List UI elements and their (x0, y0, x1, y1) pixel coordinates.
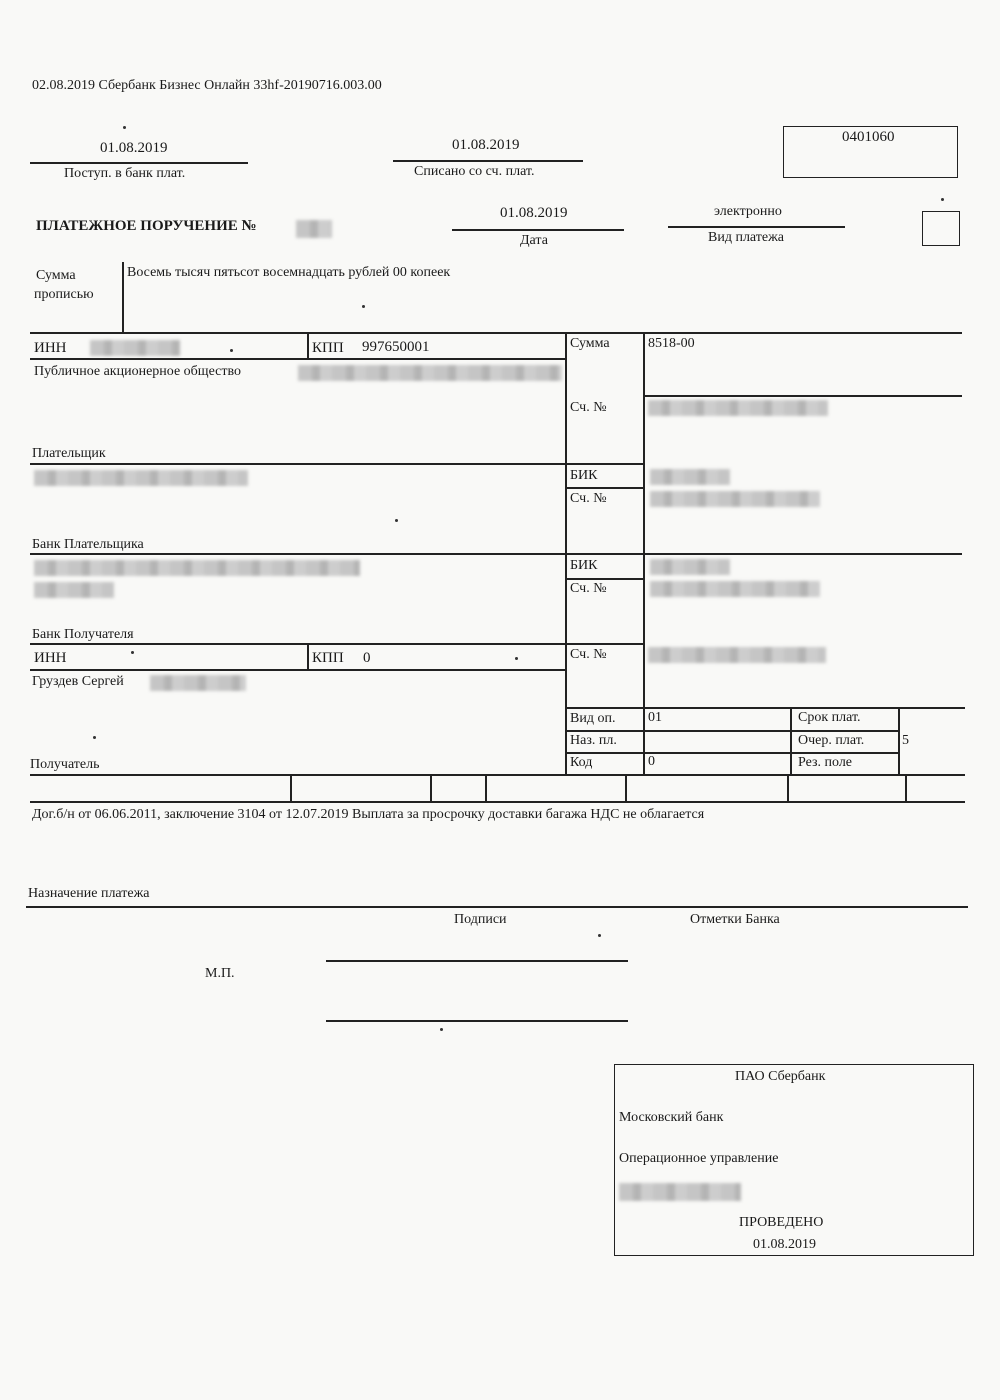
redacted-recipient-bank-bik (650, 559, 730, 575)
grid-line (30, 358, 565, 360)
grid-line (898, 707, 900, 774)
redacted-recipient-bank-account (650, 581, 820, 597)
grid-line (30, 774, 965, 776)
grid-line (307, 643, 309, 669)
scan-speck (515, 657, 518, 660)
grid-line (643, 395, 962, 397)
recipient-label: Получатель (30, 757, 100, 772)
debited-date-label: Списано со сч. плат. (414, 164, 535, 179)
document-header: 02.08.2019 Сбербанк Бизнес Онлайн 33hf-20190716.003.00 (32, 78, 382, 93)
debited-date: 01.08.2019 (452, 137, 520, 153)
grid-line (787, 774, 789, 801)
grid-line (30, 332, 962, 334)
amount-label: Сумма (570, 336, 610, 351)
redacted-number (296, 220, 332, 238)
amount-value: 8518-00 (648, 336, 695, 351)
debited-date-line (393, 160, 583, 162)
payer-label: Плательщик (32, 446, 106, 461)
bank-marks-label: Отметки Банка (690, 912, 780, 927)
recipient-bank-bik-label: БИК (570, 558, 598, 573)
recipient-kpp-label: КПП (312, 650, 344, 666)
grid-line (905, 774, 907, 801)
grid-line (565, 730, 900, 732)
recipient-account-label: Сч. № (570, 647, 607, 662)
recipient-kpp: 0 (363, 650, 371, 666)
payer-account-label: Сч. № (570, 400, 607, 415)
scan-speck (230, 349, 233, 352)
grid-line (565, 707, 965, 709)
recipient-bank-label: Банк Получателя (32, 627, 134, 642)
grid-line (565, 463, 643, 465)
stamp-bank: ПАО Сбербанк (735, 1069, 826, 1084)
grid-line (30, 669, 565, 671)
scan-speck (941, 198, 944, 201)
kod-value: 0 (648, 754, 655, 769)
grid-line (565, 643, 643, 645)
redacted-payer-account (648, 400, 828, 416)
redacted-payer-bank (34, 470, 248, 486)
amount-words-label-1: Сумма (36, 268, 76, 283)
rez-label: Рез. поле (798, 755, 853, 770)
ocher-label: Очер. плат. (798, 733, 865, 748)
redacted-payer-bank-bik (650, 469, 730, 485)
signatures-label: Подписи (454, 912, 507, 927)
recipient-bank-account-label: Сч. № (570, 581, 607, 596)
grid-line (565, 578, 643, 580)
vid-op-value: 01 (648, 710, 662, 725)
grid-line (30, 463, 565, 465)
signature-line-2 (326, 1020, 628, 1022)
grid-line (30, 801, 965, 803)
ocher-value: 5 (902, 733, 909, 748)
field-101-box (922, 211, 960, 246)
payment-type-label: Вид платежа (708, 230, 785, 245)
scan-speck (395, 519, 398, 522)
payer-bank-bik-label: БИК (570, 468, 598, 483)
payer-inn-label: ИНН (34, 340, 67, 356)
redacted-recipient-bank-city (34, 582, 114, 598)
payer-bank-label: Банк Плательщика (32, 537, 144, 552)
grid-line (625, 774, 627, 801)
grid-line (565, 752, 900, 754)
signature-line-1 (326, 960, 628, 962)
scan-speck (131, 651, 134, 654)
naz-pl-label: Наз. пл. (570, 733, 617, 748)
grid-line (290, 774, 292, 801)
scan-speck (93, 736, 96, 739)
srok-label: Срок плат. (798, 710, 861, 725)
grid-line (565, 332, 567, 774)
purpose-line (26, 906, 968, 908)
vid-op-label: Вид оп. (570, 711, 616, 726)
scan-speck (440, 1028, 443, 1031)
document-title: ПЛАТЕЖНОЕ ПОРУЧЕНИЕ № (36, 218, 257, 234)
grid-line (790, 707, 792, 774)
received-date-line (30, 162, 248, 164)
stamp-branch: Московский банк (619, 1110, 724, 1125)
scan-speck (598, 934, 601, 937)
bank-stamp (614, 1064, 974, 1256)
scan-speck (123, 126, 126, 129)
recipient-name: Груздев Сергей (32, 674, 124, 689)
form-code-box (783, 126, 958, 178)
redacted-payer-name (298, 365, 562, 381)
grid-line (307, 332, 309, 358)
payment-purpose: Дог.б/н от 06.06.2011, заключение 3104 от 12.07.2019 Выплата за просрочку доставки багажа НДС не облагается (32, 807, 705, 822)
payment-type-line (668, 226, 845, 228)
amount-words: Восемь тысяч пятьсот восемнадцать рублей 00 копеек (127, 265, 451, 280)
mp-label: М.П. (205, 966, 235, 981)
grid-line (485, 774, 487, 801)
redacted-stamp-operator (619, 1183, 741, 1201)
redacted-payer-inn (90, 340, 180, 356)
payer-kpp: 997650001 (362, 339, 430, 355)
received-date: 01.08.2019 (100, 140, 168, 156)
grid-line (430, 774, 432, 801)
recipient-inn-label: ИНН (34, 650, 67, 666)
stamp-status: ПРОВЕДЕНО (739, 1215, 824, 1230)
document-date: 01.08.2019 (500, 205, 568, 221)
grid-line (643, 332, 645, 774)
grid-line (565, 487, 643, 489)
payer-bank-account-label: Сч. № (570, 491, 607, 506)
kod-label: Код (570, 755, 593, 770)
stamp-date: 01.08.2019 (753, 1237, 816, 1252)
amount-words-divider (122, 262, 124, 334)
redacted-payer-bank-account (650, 491, 820, 507)
scan-speck (362, 305, 365, 308)
redacted-recipient-bank (34, 560, 360, 576)
received-date-label: Поступ. в банк плат. (64, 166, 186, 181)
payment-purpose-label: Назначение платежа (28, 886, 150, 901)
redacted-recipient-name (150, 675, 246, 691)
payer-kpp-label: КПП (312, 340, 344, 356)
payment-type: электронно (714, 204, 782, 219)
grid-line (30, 643, 565, 645)
stamp-department: Операционное управление (619, 1151, 779, 1166)
form-code: 0401060 (842, 129, 895, 145)
document-date-line (452, 229, 624, 231)
redacted-recipient-account (648, 647, 826, 663)
document-date-label: Дата (520, 233, 548, 248)
grid-line (30, 553, 962, 555)
payer-name: Публичное акционерное общество (34, 364, 241, 379)
amount-words-label-2: прописью (34, 287, 94, 302)
